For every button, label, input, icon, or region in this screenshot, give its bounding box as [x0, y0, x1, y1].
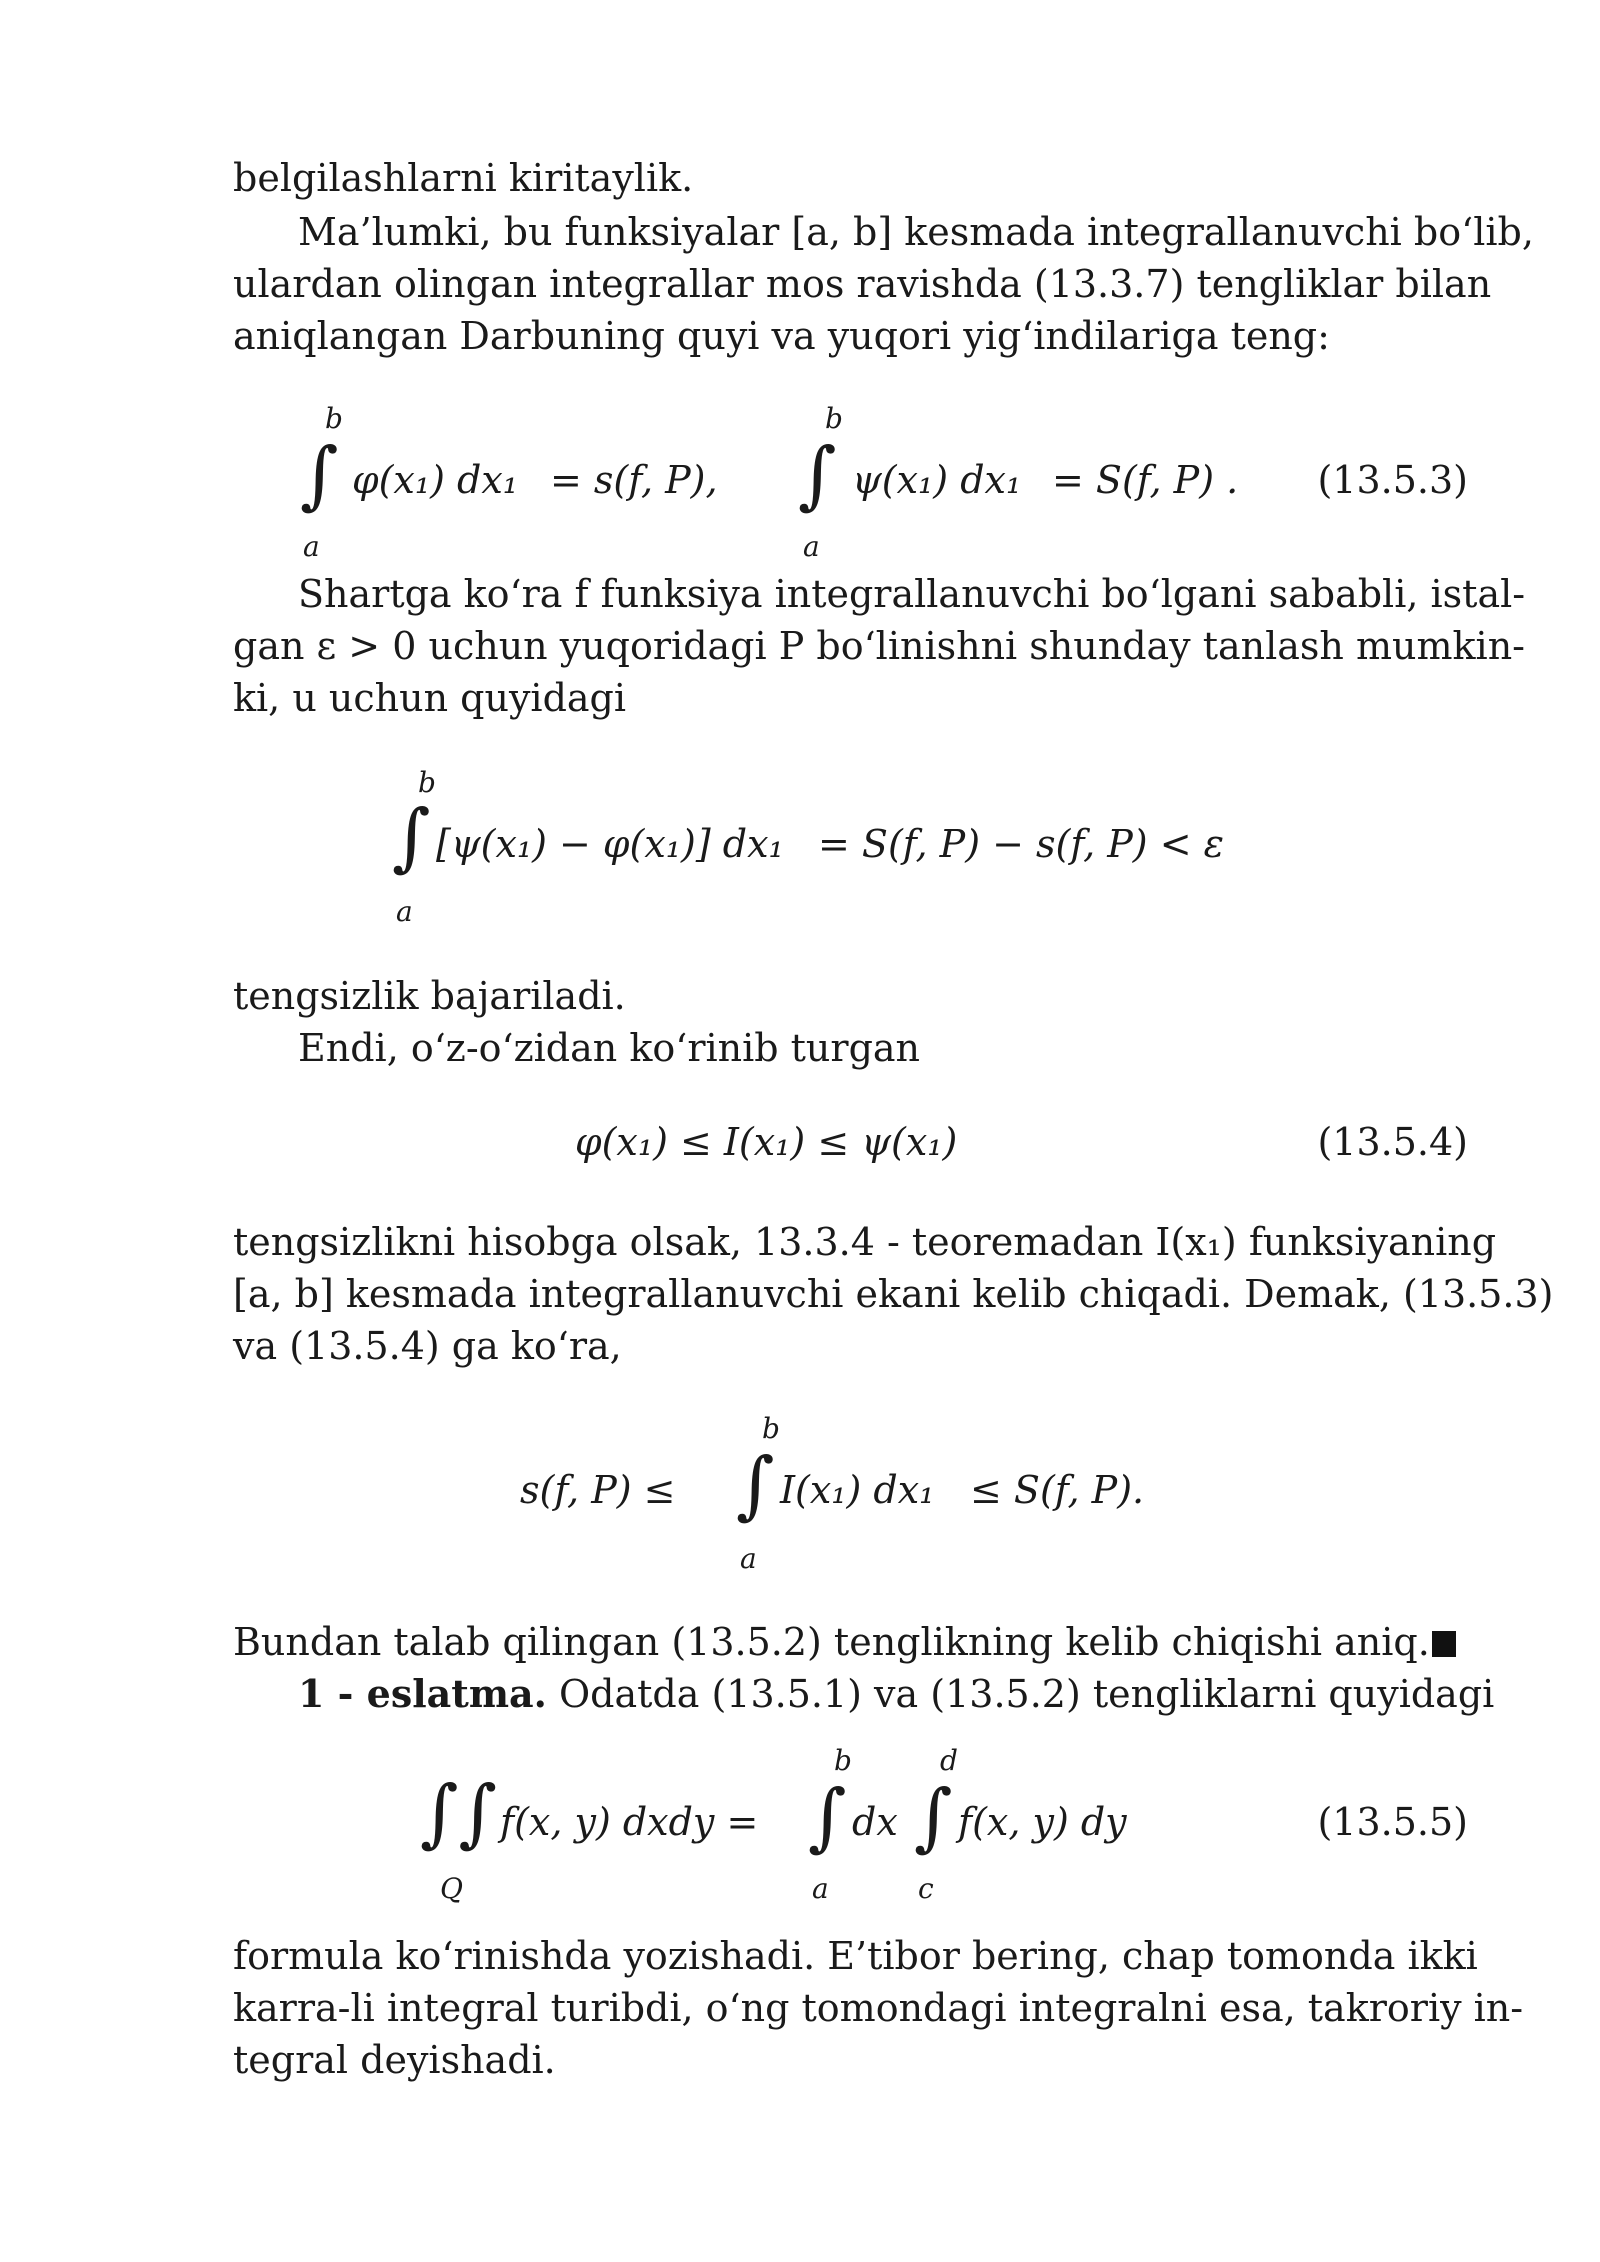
paragraph-text: ulardan olingan integrallar mos ravishda (13.3.7) tengliklar bilan	[233, 262, 1492, 306]
upper-limit: b	[834, 1744, 852, 1777]
paragraph-text: karra-li integral turibdi, o‘ng tomondagi integralni esa, takroriy in-	[233, 1986, 1524, 2030]
equation-number: (13.5.3)	[1317, 458, 1468, 502]
upper-limit: b	[325, 402, 343, 435]
lower-limit: Q	[440, 1872, 463, 1905]
integrand: [ψ(x₁) − φ(x₁)] dx₁	[436, 822, 784, 866]
integral-sign: ∫	[300, 432, 339, 518]
paragraph-text: tengsizlik bajariladi.	[233, 974, 626, 1018]
equation-rhs: = S(f, P) .	[1052, 458, 1239, 502]
lower-limit: a	[396, 895, 413, 928]
lower-limit: a	[303, 530, 320, 563]
lower-limit: c	[918, 1872, 934, 1905]
double-integral-sign: ∫∫	[420, 1770, 498, 1856]
paragraph-text: belgilashlarni kiritaylik.	[233, 156, 694, 200]
integral-sign: ∫	[736, 1442, 775, 1528]
note-label: 1 - eslatma.	[298, 1671, 547, 1716]
equation-rhs: = S(f, P) − s(f, P) < ε	[818, 822, 1225, 866]
paragraph-text: Endi, o‘z-o‘zidan ko‘rinib turgan	[298, 1026, 921, 1070]
paragraph-text: [a, b] kesmada integrallanuvchi ekani kelib chiqadi. Demak, (13.5.3)	[233, 1272, 1554, 1316]
paragraph-text: Bundan talab qilingan (13.5.2) tenglikning kelib chiqishi aniq.	[233, 1620, 1430, 1664]
integral-sign: ∫	[392, 794, 431, 880]
upper-limit: d	[940, 1744, 958, 1777]
equation-number: (13.5.4)	[1317, 1120, 1468, 1164]
equation-number: (13.5.5)	[1317, 1800, 1468, 1844]
qed-square-icon	[1432, 1631, 1456, 1657]
integral-sign: ∫	[808, 1774, 847, 1860]
integrand: f(x, y) dxdy =	[500, 1800, 759, 1844]
upper-limit: b	[825, 402, 843, 435]
paragraph-text	[233, 1616, 1468, 1668]
equation-body: φ(x₁) ≤ I(x₁) ≤ ψ(x₁)	[575, 1120, 958, 1164]
integrand: I(x₁) dx₁	[780, 1468, 935, 1512]
integrand: ψ(x₁) dx₁	[852, 458, 1022, 502]
equation-rhs: = s(f, P),	[550, 458, 718, 502]
integrand: f(x, y) dy	[958, 1800, 1127, 1844]
lower-limit: a	[812, 1872, 829, 1905]
paragraph-text: gan ε > 0 uchun yuqoridagi P bo‘linishni shunday tanlash mumkin-	[233, 624, 1526, 668]
integrand: φ(x₁) dx₁	[352, 458, 518, 502]
paragraph-text: tegral deyishadi.	[233, 2038, 556, 2082]
paragraph-text: ki, u uchun quyidagi	[233, 676, 627, 720]
paragraph-text: Shartga ko‘ra f funksiya integrallanuvchi bo‘lgani sababli, istal-	[298, 572, 1526, 616]
equation-rhs: ≤ S(f, P).	[970, 1468, 1145, 1512]
integral-sign: ∫	[798, 432, 837, 518]
paragraph-text: formula ko‘rinishda yozishadi. E’tibor bering, chap tomonda ikki	[233, 1934, 1478, 1978]
differential: dx	[852, 1800, 898, 1844]
equation-lhs: s(f, P) ≤	[520, 1468, 676, 1512]
integral-sign: ∫	[914, 1774, 953, 1860]
upper-limit: b	[418, 766, 436, 799]
paragraph-text: aniqlangan Darbuning quyi va yuqori yig‘indilariga teng:	[233, 314, 1330, 358]
lower-limit: a	[803, 530, 820, 563]
note-text: Odatda (13.5.1) va (13.5.2) tengliklarni quyidagi	[546, 1672, 1495, 1716]
paragraph-text: Ma’lumki, bu funksiyalar [a, b] kesmada integrallanuvchi bo‘lib,	[298, 210, 1534, 254]
paragraph-text: va (13.5.4) ga ko‘ra,	[233, 1324, 622, 1368]
note-line	[298, 1668, 1495, 1720]
lower-limit: a	[740, 1542, 757, 1575]
upper-limit: b	[762, 1412, 780, 1445]
paragraph-text: tengsizlikni hisobga olsak, 13.3.4 - teoremadan I(x₁) funksiyaning	[233, 1220, 1497, 1264]
